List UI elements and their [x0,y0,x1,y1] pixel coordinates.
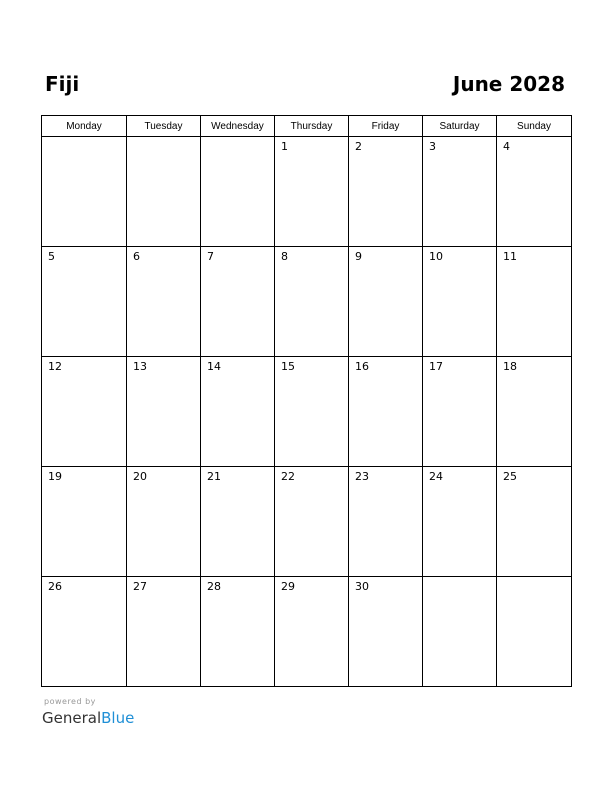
calendar-grid [41,115,572,687]
day-cell [42,247,127,357]
day-number: 17 [429,360,443,373]
day-cell [423,137,497,247]
week-row [42,467,572,577]
weekday-header-sunday: Sunday [497,116,572,137]
day-cell [127,247,201,357]
day-cell [127,577,201,687]
day-cell [127,467,201,577]
day-number: 13 [133,360,147,373]
day-cell [275,577,349,687]
day-number: 26 [48,580,62,593]
day-cell [349,137,423,247]
day-number: 29 [281,580,295,593]
day-cell [275,247,349,357]
day-cell [497,247,572,357]
day-number: 18 [503,360,517,373]
month-year-title: June 2028 [452,72,565,96]
day-cell [201,357,275,467]
day-cell [423,357,497,467]
day-cell [423,467,497,577]
powered-by-label: powered by [44,697,96,706]
day-cell [127,137,201,247]
day-number: 25 [503,470,517,483]
day-number: 22 [281,470,295,483]
day-number: 20 [133,470,147,483]
day-cell [497,577,572,687]
day-cell [42,467,127,577]
day-number: 27 [133,580,147,593]
day-cell [349,467,423,577]
day-number [497,577,571,580]
day-cell [42,357,127,467]
day-number: 10 [429,250,443,263]
region-title: Fiji [45,72,80,96]
day-number: 8 [281,250,288,263]
day-number: 7 [207,250,214,263]
week-row [42,247,572,357]
weekday-header-monday: Monday [42,116,127,137]
day-number: 15 [281,360,295,373]
day-number: 16 [355,360,369,373]
day-number: 2 [355,140,362,153]
brand-name-general: General [42,709,102,727]
weekday-header-thursday: Thursday [275,116,349,137]
day-number: 24 [429,470,443,483]
day-cell [201,467,275,577]
day-cell [349,577,423,687]
brand-logo[interactable] [42,708,134,728]
day-cell [201,247,275,357]
day-number: 1 [281,140,288,153]
week-row [42,137,572,247]
day-number: 3 [429,140,436,153]
day-number: 21 [207,470,221,483]
day-cell [423,247,497,357]
day-number [42,137,126,140]
day-cell [42,137,127,247]
day-cell [497,137,572,247]
day-cell [275,137,349,247]
day-number [127,137,200,140]
day-number [423,577,496,580]
day-cell [201,577,275,687]
weekday-header-wednesday: Wednesday [201,116,275,137]
day-number: 9 [355,250,362,263]
day-cell [497,357,572,467]
day-number: 28 [207,580,221,593]
day-number: 6 [133,250,140,263]
day-number: 12 [48,360,62,373]
day-number: 23 [355,470,369,483]
day-number [201,137,274,140]
day-number: 14 [207,360,221,373]
weekday-header-saturday: Saturday [423,116,497,137]
day-cell [275,467,349,577]
weekday-header-tuesday: Tuesday [127,116,201,137]
week-row [42,357,572,467]
day-cell [349,247,423,357]
weekday-header-friday: Friday [349,116,423,137]
brand-name-blue: Blue [101,709,135,727]
day-number: 30 [355,580,369,593]
day-number: 11 [503,250,517,263]
weekday-header-row [42,116,572,137]
day-number: 19 [48,470,62,483]
week-row [42,577,572,687]
day-cell [423,577,497,687]
day-cell [127,357,201,467]
day-cell [201,137,275,247]
day-number: 5 [48,250,55,263]
day-number: 4 [503,140,510,153]
day-cell [497,467,572,577]
day-cell [42,577,127,687]
day-cell [275,357,349,467]
day-cell [349,357,423,467]
